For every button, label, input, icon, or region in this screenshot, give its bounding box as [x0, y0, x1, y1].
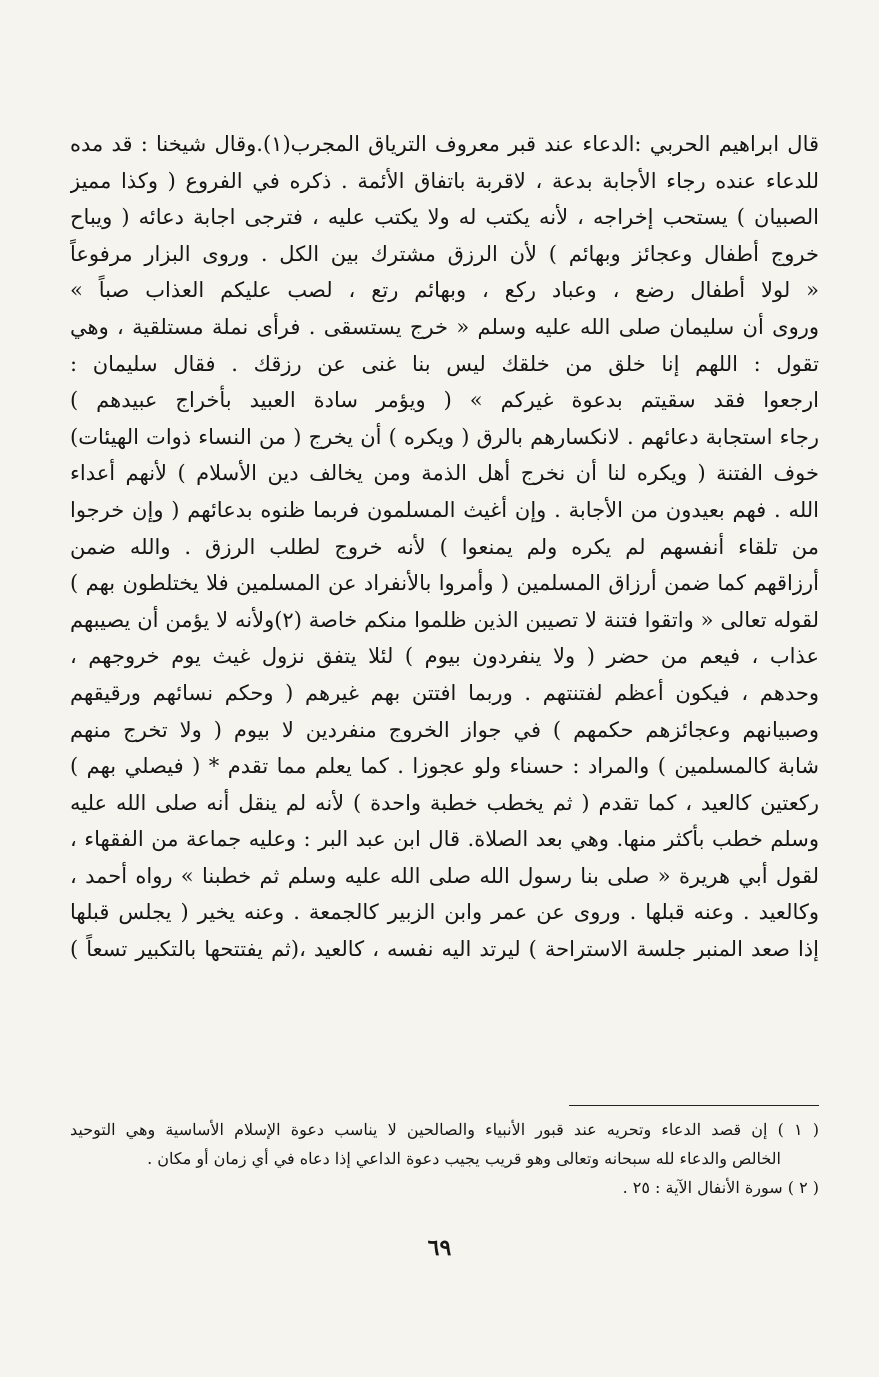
text-line: من تلقاء أنفسهم لم يكره ولم يمنعوا ) لأنه خروج لطلب الرزق . والله ضمن: [70, 534, 819, 559]
text-line: وكالعيد . وعنه قبلها . وروى عن عمر وابن الزبير كالجمعة . وعنه يخير ( يجلس قبلها: [70, 900, 819, 925]
text-line: الله . فهم بعيدون من الأجابة . وإن أغيث المسلمون فربما ظنوه بدعائهم ( وإن خرجوا: [70, 497, 819, 522]
text-line: قال ابراهيم الحربي :الدعاء عند قبر معروف الترياق المجرب(١).وقال شيخنا : قد مده: [70, 132, 819, 156]
text-line: وروى أن سليمان صلى الله عليه وسلم « خرج يستسقى . فرأى نملة مستلقية ، وهي: [70, 314, 819, 339]
footnote-1-line-2: الخالص والدعاء لله سبحانه وتعالى وهو قريب يجيب دعوة الداعي إذا دعاه في أي زمان أو مكان .: [147, 1149, 781, 1168]
text-line: إذا صعد المنبر جلسة الاستراحة ) ليرتد اليه نفسه ، كالعيد ،(ثم يفتتحها بالتكبير تسعاً ): [70, 937, 819, 962]
footnote-2: ( ٢ ) سورة الأنفال الآية : ٢٥ .: [622, 1178, 819, 1197]
text-line: أرزاقهم كما ضمن أرزاق المسلمين ( وأمروا بالأنفراد عن المسلمين فلا يختلطون بهم ): [70, 571, 819, 596]
text-line: عذاب ، فيعم من حضر ( ولا ينفردون بيوم ) لئلا يتفق نزول غيث يوم خروجهم ،: [70, 644, 819, 669]
text-line: رجاء استجابة دعائهم . لانكسارهم بالرق ( ويكره ) أن يخرج ( من النساء ذوات الهيئات): [70, 424, 819, 449]
text-line: « لولا أطفال رضع ، وعباد ركع ، وبهائم رتع ، لصب عليكم العذاب صباً »: [70, 278, 819, 303]
text-line: وصبيانهم وعجائزهم حكمهم ) في جواز الخروج منفردين لا بيوم ( ولا تخرج منهم: [70, 717, 819, 742]
text-line: شابة كالمسلمين ) والمراد : حسناء ولو عجوزا . كما يعلم مما تقدم * ( فيصلي بهم ): [70, 754, 819, 779]
text-line: الصبيان ) يستحب إخراجه ، لأنه يكتب له ولا يكتب عليه ، فترجى اجابة دعائه ( ويباح: [70, 205, 819, 230]
footnote-1-line-1: ( ١ ) إن قصد الدعاء وتحريه عند قبور الأنبياء والصالحين لا يناسب دعوة الإسلام الأساسية وهي التوحيد: [70, 1120, 819, 1139]
text-line: خروج أطفال وعجائز وبهائم ) لأن الرزق مشترك بين الكل . وروى البزار مرفوعاً: [70, 241, 819, 266]
text-line: وسلم خطب بأكثر منها. وهي بعد الصلاة. قال ابن عبد البر : وعليه جماعة من الفقهاء ،: [70, 827, 819, 852]
page-number: ٦٩: [427, 1235, 452, 1261]
footnote-separator: [569, 1105, 819, 1106]
text-line: للدعاء عنده رجاء الأجابة بدعة ، لاقربة باتفاق الأئمة . ذكره في الفروع ( وكذا مميز: [70, 168, 819, 193]
text-line: تقول : اللهم إنا خلق من خلقك ليس بنا غنى عن رزقك . فقال سليمان :: [70, 351, 819, 376]
text-line: ارجعوا فقد سقيتم بدعوة غيركم » ( ويؤمر سادة العبيد بأخراج عبيدهم ): [70, 388, 819, 413]
text-line: لقوله تعالى « واتقوا فتنة لا تصيبن الذين ظلموا منكم خاصة (٢)ولأنه لا يؤمن أن يصيبهم: [70, 607, 819, 632]
text-line: خوف الفتنة ( ويكره لنا أن نخرج أهل الذمة ومن يخالف دين الأسلام ) لأنهم أعداء: [70, 461, 819, 486]
body-text: [70, 126, 819, 968]
text-line: وحدهم ، فيكون أعظم لفتنتهم . وربما افتتن بهم غيرهم ( وحكم نسائهم ورقيقهم: [70, 680, 819, 705]
text-line: ركعتين كالعيد ، كما تقدم ( ثم يخطب خطبة واحدة ) لأنه لم ينقل أنه صلى الله عليه: [70, 790, 819, 815]
text-line: لقول أبي هريرة « صلى بنا رسول الله صلى الله عليه وسلم ثم خطبنا » رواه أحمد ،: [70, 863, 819, 888]
footnotes: [70, 1115, 819, 1202]
